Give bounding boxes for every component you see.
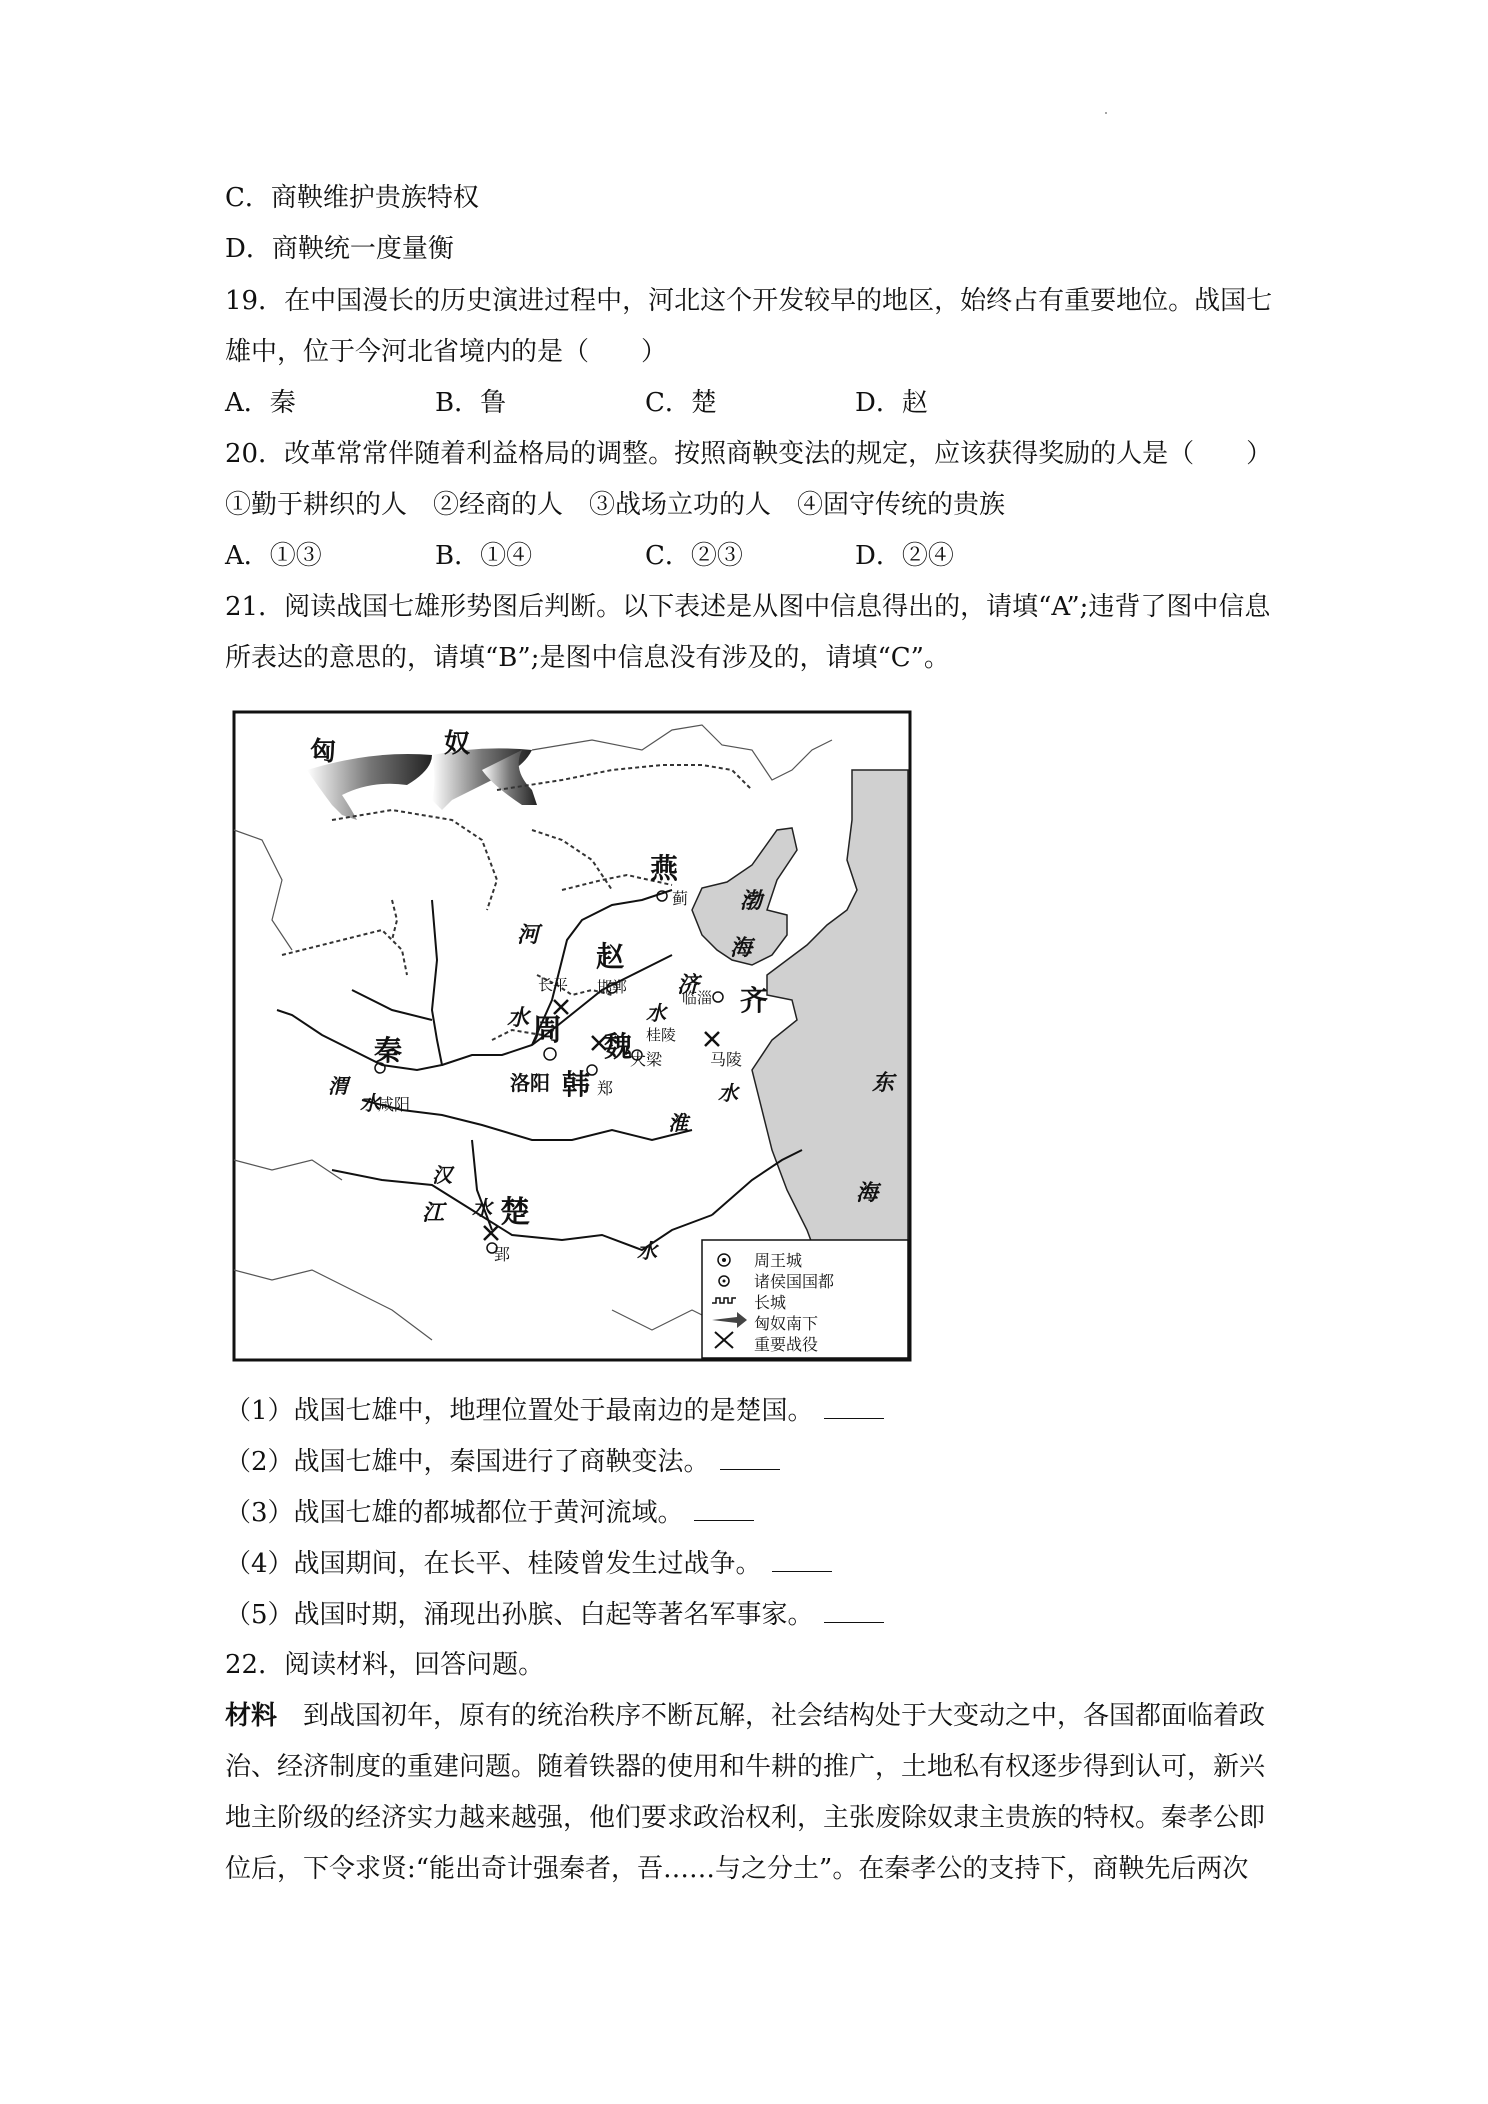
q20-stem-line2: ①勤于耕织的人 ②经商的人 ③战场立功的人 ④固守传统的贵族 — [225, 490, 1006, 520]
label-xiongnu-1: 匈 — [310, 737, 337, 767]
q19-option-b: B．鲁 — [435, 388, 507, 418]
q20-option-c: C．②③ — [645, 541, 743, 571]
label-xianyang: 咸阳 — [378, 1095, 411, 1114]
label-ji-river: 济 — [677, 973, 700, 998]
label-changping: 长平 — [538, 976, 569, 994]
label-shui4: 水 — [718, 1081, 738, 1105]
label-jiang: 江 — [422, 1201, 445, 1226]
q20-option-b: B．①④ — [435, 541, 533, 571]
label-shui3: 水 — [360, 1091, 380, 1115]
label-wei: 魏 — [604, 1030, 633, 1063]
q21-stem-line2: 所表达的意思的，请填“B”;是图中信息没有涉及的，请填“C”。 — [225, 643, 950, 673]
label-han-river: 汉 — [432, 1163, 452, 1187]
legend-capital: 诸侯国国都 — [754, 1272, 835, 1291]
label-shui1: 水 — [646, 1001, 666, 1025]
label-zheng: 郑 — [597, 1079, 614, 1098]
q21-stem-line1: 21．阅读战国七雄形势图后判断。以下表述是从图中信息得出的，请填“A”;违背了图中信息 — [225, 592, 1271, 622]
q18-option-d: D．商鞅统一度量衡 — [225, 234, 454, 264]
label-linzi: 临淄 — [682, 989, 713, 1007]
q18-option-c: C．商鞅维护贵族特权 — [225, 183, 479, 213]
legend-wall-icon — [712, 1298, 736, 1303]
warring-states-map — [232, 710, 912, 1362]
q21-item-2: （2）战国七雄中，秦国进行了商鞅变法。 — [225, 1443, 780, 1480]
q22-material-line2: 治、经济制度的重建问题。随着铁器的使用和牛耕的推广，土地私有权逐步得到认可，新兴 — [225, 1752, 1266, 1782]
q21-answer-blank-4[interactable] — [772, 1545, 832, 1572]
label-zhao: 赵 — [596, 940, 625, 973]
legend-battle: 重要战役 — [754, 1335, 819, 1354]
q20-option-a: A．①③ — [225, 541, 322, 571]
q19-stem-line1: 19．在中国漫长的历史演进过程中，河北这个开发较早的地区，始终占有重要地位。战国七 — [225, 286, 1273, 316]
label-luoyang: 洛阳 — [510, 1071, 550, 1095]
q21-item-3: （3）战国七雄的都城都位于黄河流域。 — [225, 1494, 754, 1531]
label-ying: 郢 — [494, 1245, 511, 1264]
label-bo: 渤 — [740, 889, 763, 914]
label-shui5: 水 — [472, 1196, 492, 1220]
q19-option-c: C．楚 — [645, 388, 717, 418]
legend-wall: 长城 — [754, 1293, 787, 1312]
q20-stem-line1: 20．改革常常伴随着利益格局的调整。按照商鞅变法的规定，应该获得奖励的人是（ ） — [225, 439, 1273, 469]
q22-material-label: 材料 — [225, 1701, 278, 1731]
label-qin: 秦 — [374, 1034, 403, 1067]
label-hai1: 海 — [730, 936, 753, 961]
label-chu: 楚 — [500, 1195, 530, 1230]
q21-item-4: （4）战国期间，在长平、桂陵曾发生过战争。 — [225, 1545, 832, 1582]
label-hai2: 海 — [856, 1181, 879, 1206]
q22-stem: 22．阅读材料，回答问题。 — [225, 1650, 545, 1680]
q19-stem-line2: 雄中，位于今河北省境内的是（ ） — [225, 337, 668, 367]
q21-answer-blank-5[interactable] — [824, 1596, 884, 1623]
label-han: 韩 — [562, 1068, 591, 1101]
label-shui6: 水 — [637, 1239, 657, 1263]
q21-item-5: （5）战国时期，涌现出孙膑、白起等著名军事家。 — [225, 1596, 884, 1633]
label-maling: 马陵 — [710, 1050, 743, 1069]
label-wei-river: 渭 — [328, 1074, 348, 1098]
label-zhou: 周 — [532, 1013, 562, 1048]
label-he: 河 — [517, 923, 540, 948]
label-qi: 齐 — [740, 984, 769, 1017]
label-shui2: 水 — [507, 1006, 530, 1031]
q19-option-a: A．秦 — [225, 388, 296, 418]
q21-answer-blank-2[interactable] — [720, 1443, 780, 1470]
label-xiongnu-2: 奴 — [444, 729, 471, 759]
label-ji: 蓟 — [672, 889, 689, 908]
q22-material-line4: 位后，下令求贤:“能出奇计强秦者，吾……与之分土”。在秦孝公的支持下，商鞅先后两次 — [225, 1854, 1249, 1884]
q19-option-d: D．赵 — [855, 388, 928, 418]
legend — [702, 1240, 908, 1358]
q22-material-line3: 地主阶级的经济实力越来越强，他们要求政治权利，主张废除奴隶主贵族的特权。秦孝公即 — [225, 1803, 1266, 1833]
q22-material-line1: 材料 到战国初年，原有的统治秩序不断瓦解，社会结构处于大变动之中，各国都面临着政 — [225, 1701, 1266, 1731]
label-handan: 邯郸 — [597, 978, 628, 996]
q21-answer-blank-3[interactable] — [694, 1494, 754, 1521]
label-huai: 淮 — [668, 1111, 688, 1135]
q20-option-d: D．②④ — [855, 541, 954, 571]
q21-answer-blank-1[interactable] — [824, 1392, 884, 1419]
label-guiling: 桂陵 — [646, 1026, 677, 1044]
legend-royal-city: 周王城 — [754, 1251, 803, 1270]
legend-xiongnu: 匈奴南下 — [754, 1314, 819, 1333]
label-daliang: 大梁 — [630, 1050, 663, 1069]
page-mark — [1105, 112, 1107, 114]
label-dong: 东 — [872, 1071, 895, 1096]
q21-item-1: （1）战国七雄中，地理位置处于最南边的是楚国。 — [225, 1392, 884, 1429]
label-yan: 燕 — [650, 852, 679, 885]
